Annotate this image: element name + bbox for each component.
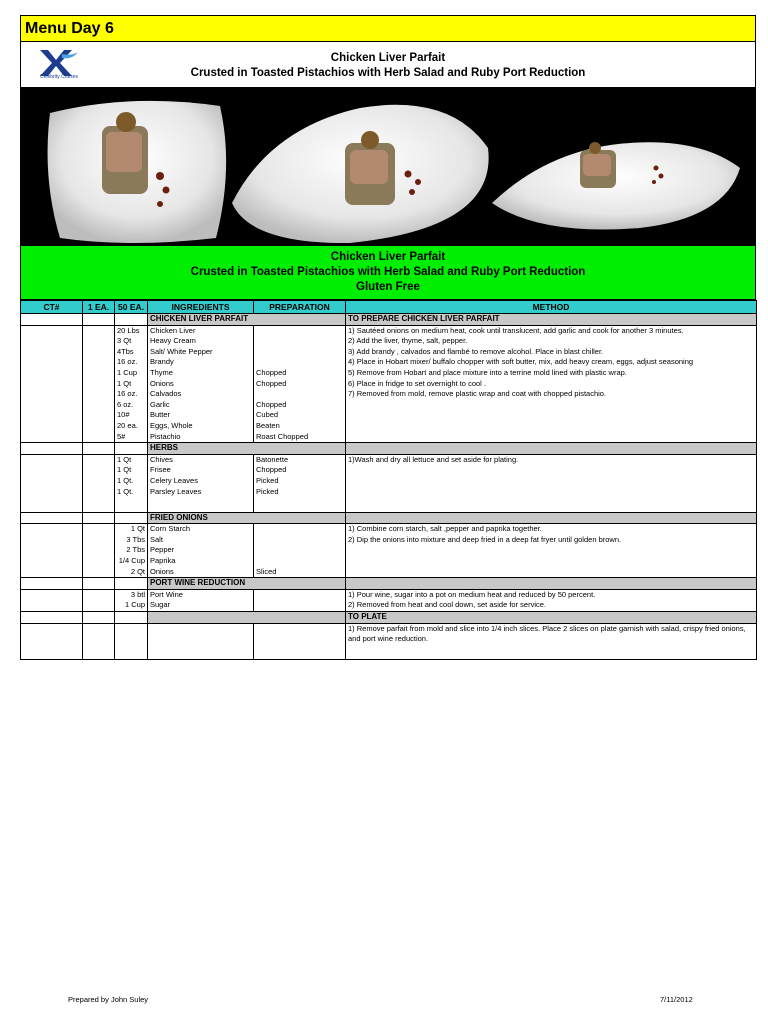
table-row: 1 Qt. Parsley Leaves Picked — [21, 487, 757, 498]
col-method: METHOD — [346, 301, 757, 314]
table-row-spacer — [21, 497, 757, 512]
table-header-row — [21, 301, 757, 314]
summary-subtitle: Crusted in Toasted Pistachios with Herb Salad and Ruby Port Reduction — [190, 266, 586, 278]
table-row: 1/4 Cup Paprika — [21, 556, 757, 567]
col-50ea: 50 EA. — [115, 301, 148, 314]
section-row-herbs — [21, 443, 757, 455]
summary-title: Chicken Liver Parfait — [330, 251, 446, 263]
table-row: 2 Qt Onions Sliced — [21, 567, 757, 578]
table-row: 4Tbs Salt/ White Pepper 3) Add brandy , calvados and flambé to remove alcohol. Place in blast chiller. — [21, 347, 757, 358]
plating-photos — [20, 88, 756, 245]
table-row: 10# Butter Cubed — [21, 410, 757, 421]
table-row: 1 Cup Sugar 2) Removed from heat and cool down, set aside for service. — [21, 600, 757, 611]
table-row: 16 oz. Calvados 7) Removed from mold, remove plastic wrap and coat with chopped pistachio. — [21, 389, 757, 400]
section-title: FRIED ONIONS — [148, 512, 346, 524]
table-row: 1 Cup Thyme Chopped 5) Remove from Hobart and place mixture into a terrine mold lined with plastic wrap. — [21, 368, 757, 379]
table-row: 1 Qt Frisee Chopped — [21, 465, 757, 476]
dish-summary-box — [20, 245, 756, 300]
table-row: 2 Tbs Pepper — [21, 545, 757, 556]
prepared-by: Prepared by John Suley — [68, 995, 149, 1004]
table-row — [21, 623, 757, 659]
dish-title: Chicken Liver Parfait — [330, 52, 446, 64]
table-row: 5# Pistachio Roast Chopped — [21, 432, 757, 443]
section-title: CHICKEN LIVER PARFAIT — [148, 314, 346, 326]
section-title: HERBS — [148, 443, 346, 455]
method-title: TO PREPARE CHICKEN LIVER PARFAIT — [346, 314, 757, 326]
plate-method: 1) Remove parfait from mold and slice into 1/4 inch slices. Place 2 slices on plate garnish with salad, crispy fried onions, and port wine reduction. — [346, 623, 757, 659]
table-row: 1 Qt Corn Starch 1) Combine corn starch, salt ,pepper and paprika together. — [21, 524, 757, 535]
col-ingredients: INGREDIENTS — [148, 301, 254, 314]
table-row: 1 Qt. Celery Leaves Picked — [21, 476, 757, 487]
method-title: TO PLATE — [346, 611, 757, 623]
table-row: 1 Qt Chives Batonette 1)Wash and dry all lettuce and set aside for plating. — [21, 454, 757, 465]
table-row: 1 Qt Onions Chopped 6) Place in fridge to set overnight to cool . — [21, 379, 757, 390]
table-row: 20 ea. Eggs, Whole Beaten — [21, 421, 757, 432]
logo-text: Celebrity Cruises — [39, 74, 79, 80]
col-1ea: 1 EA. — [83, 301, 115, 314]
section-row-parfait — [21, 314, 757, 326]
table-row: 3 Qt Heavy Cream 2) Add the liver, thyme, salt, pepper. — [21, 336, 757, 347]
dish-titles — [21, 51, 755, 81]
table-row: 3 Tbs Salt 2) Dip the onions into mixture and deep fried in a deep fat fryer until golden brown. — [21, 535, 757, 546]
recipe-table — [20, 300, 757, 660]
herbs-method: 1)Wash and dry all lettuce and set aside for plating. — [346, 454, 757, 465]
plate-photos-image — [20, 88, 756, 245]
section-row-onions — [21, 512, 757, 524]
dish-subtitle: Crusted in Toasted Pistachios with Herb Salad and Ruby Port Reduction — [190, 67, 586, 79]
col-preparation: PREPARATION — [254, 301, 346, 314]
section-row-plate — [21, 611, 757, 623]
document-date: 7/11/2012 — [660, 995, 693, 1004]
table-row: 6 oz. Garlic Chopped — [21, 400, 757, 411]
summary-diet-note: Gluten Free — [356, 281, 420, 293]
table-row: 16 oz. Brandy 4) Place in Hobart mixer/ buffalo chopper with soft butter, mix, add heavy cream, eggs, adjust seasoning — [21, 357, 757, 368]
table-row: 3 btl Port Wine 1) Pour wine, sugar into a pot on medium heat and reduced by 50 percent. — [21, 589, 757, 600]
dish-header — [20, 42, 756, 88]
table-row: 20 Lbs Chicken Liver 1) Sautéed onions on medium heat, cook until translucent, add garlic and cook for another 3 minutes. — [21, 325, 757, 336]
menu-day-title: Menu Day 6 — [20, 15, 756, 42]
section-row-port — [21, 578, 757, 590]
col-ct: CT# — [21, 301, 83, 314]
section-title: PORT WINE REDUCTION — [148, 578, 346, 590]
